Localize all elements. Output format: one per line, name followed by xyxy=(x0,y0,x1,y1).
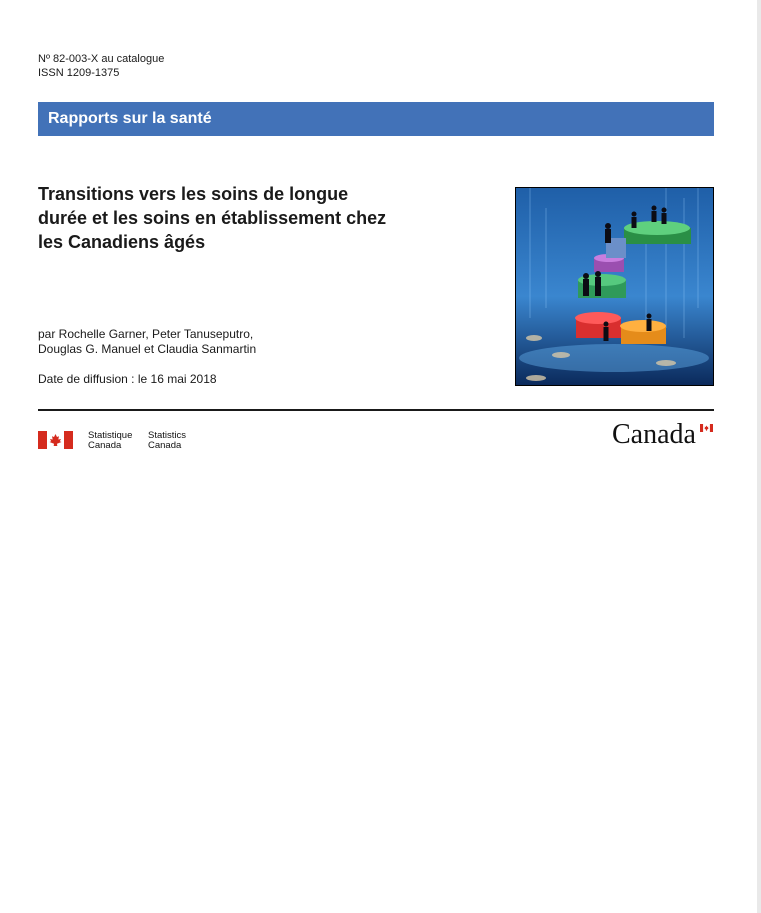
issn: ISSN 1209-1375 xyxy=(38,67,120,79)
authors-line-2: Douglas G. Manuel et Claudia Sanmartin xyxy=(38,342,257,356)
signature-french-line-1: Statistique xyxy=(88,430,133,441)
signature-english-line-1: Statistics xyxy=(148,430,187,441)
authors-line-1: par Rochelle Garner, Peter Tanuseputro, xyxy=(38,327,254,341)
article-title: Transitions vers les soins de longue durée et les soins en établissement chez les Canadiens âgés xyxy=(38,184,387,252)
canada-flag-icon xyxy=(38,431,73,449)
cover-illustration xyxy=(515,187,714,386)
publication-banner: Rapports sur la santé xyxy=(38,102,714,136)
release-date: Date de diffusion : le 16 mai 2018 xyxy=(38,372,217,386)
catalogue-number: Nº 82-003-X au catalogue xyxy=(38,53,165,65)
divider-rule xyxy=(38,409,714,411)
page-edge-shadow xyxy=(757,0,761,913)
catalogue-info xyxy=(38,52,164,80)
cover-illustration-icon xyxy=(516,188,713,385)
signature-english xyxy=(148,431,186,450)
signature-french-line-2: Canada xyxy=(88,439,122,451)
wordmark-flag-icon xyxy=(700,424,713,432)
authors xyxy=(38,327,338,357)
signature-english-line-2: Canada xyxy=(148,439,182,451)
signature-french xyxy=(88,431,132,450)
canada-wordmark: Canada xyxy=(612,419,696,450)
